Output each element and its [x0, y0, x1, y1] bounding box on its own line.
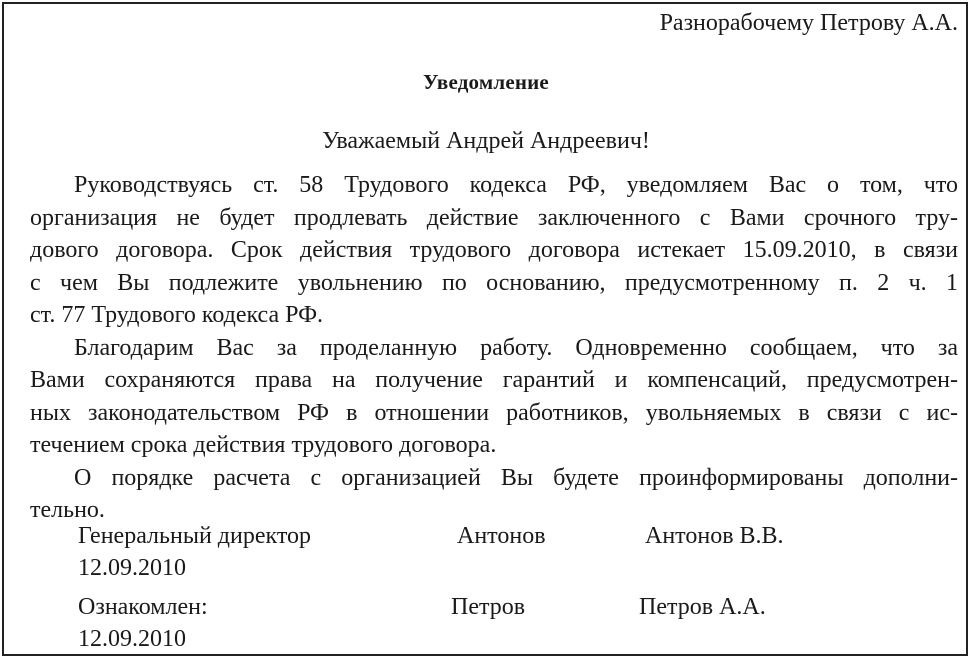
paragraph-line: организация не будет продлевать действие заключенного с Вами срочного тру- — [30, 204, 958, 231]
paragraph-line: тельно. — [30, 497, 105, 523]
paragraph-line: течением срока действия трудового договора. — [30, 432, 497, 458]
signer-name: Антонов В.В. — [645, 523, 784, 549]
document-title: Уведомление — [423, 70, 549, 94]
paragraph-line: Руководствуясь ст. 58 Трудового кодекса РФ, уведомляем Вас о том, что — [74, 172, 958, 198]
acknowledged-label: Ознакомлен: — [78, 594, 208, 620]
salutation: Уважаемый Андрей Андреевич! — [322, 128, 650, 154]
signature-date: 12.09.2010 — [78, 626, 186, 652]
addressee: Разнорабочему Петрову А.А. — [659, 10, 958, 36]
paragraph — [30, 462, 958, 527]
signature-block — [78, 523, 958, 660]
paragraph-line: ных законодательством РФ в отношении работников, увольняемых в связи с ис- — [30, 399, 958, 426]
paragraph — [30, 169, 958, 332]
paragraph-line: дового договора. Срок действия трудового договора истекает 15.09.2010, в связи — [30, 237, 958, 263]
paragraph-line: О порядке расчета с организацией Вы будете проинформированы дополни- — [74, 464, 958, 491]
signature-date: 12.09.2010 — [78, 555, 186, 581]
signature-row-director — [78, 523, 958, 589]
signature-row-employee — [78, 594, 958, 660]
signer-position: Генеральный директор — [78, 523, 312, 549]
paragraph — [30, 332, 958, 462]
notice-body — [30, 169, 958, 527]
paragraph-line: с чем Вы подлежите увольнению по основанию, предусмотренному п. 2 ч. 1 — [30, 269, 958, 296]
paragraph-line: Вами сохраняются права на получение гарантий и компенсаций, предусмотрен- — [30, 367, 958, 393]
handwritten-signature: Антонов — [457, 523, 546, 549]
paragraph-line: Благодарим Вас за проделанную работу. Одновременно сообщаем, что за — [74, 334, 958, 361]
signer-name: Петров А.А. — [639, 594, 766, 620]
handwritten-signature: Петров — [451, 594, 526, 620]
paragraph-line: ст. 77 Трудового кодекса РФ. — [30, 302, 324, 328]
